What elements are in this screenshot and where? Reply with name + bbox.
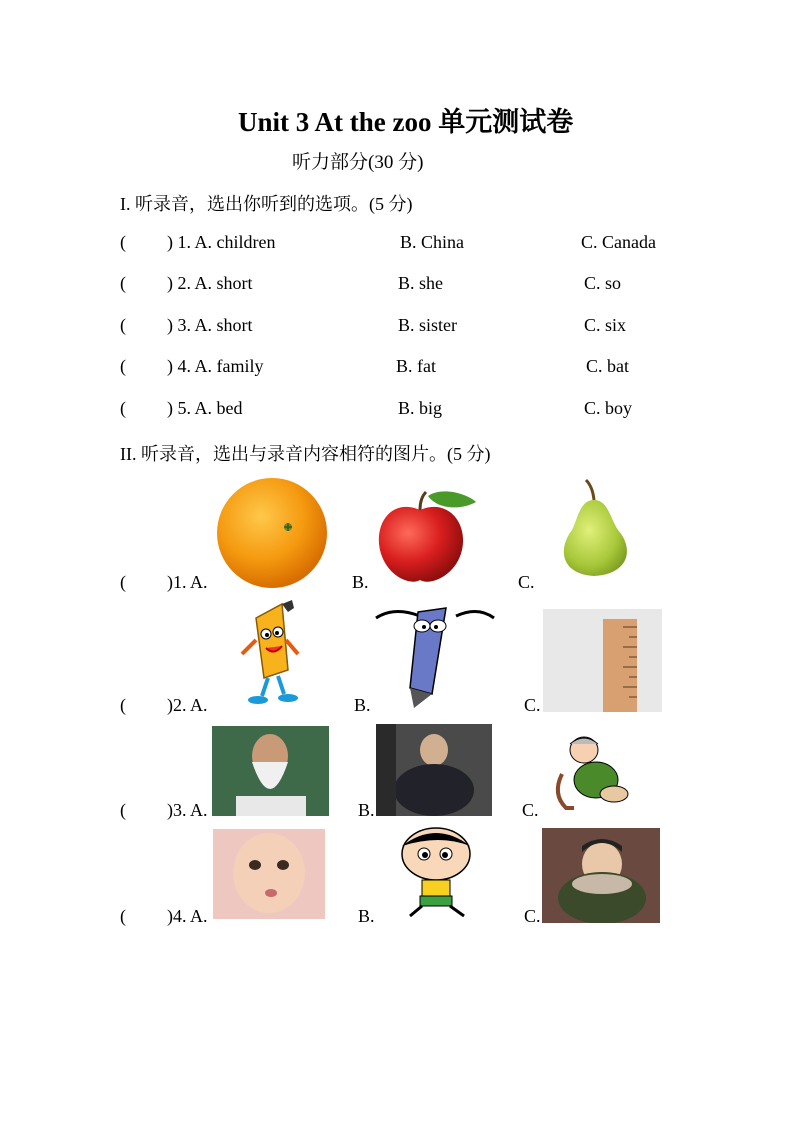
answer-paren[interactable]: ( [120, 800, 126, 820]
answer-paren[interactable]: ( [120, 398, 126, 418]
option-b: B. she [398, 273, 443, 293]
option-c-label: C. [518, 572, 535, 592]
pencil-cartoon-picture[interactable] [236, 600, 302, 708]
option-b: B. fat [396, 356, 436, 376]
option-c-label: C. [524, 906, 541, 926]
option-c: C. boy [584, 398, 633, 418]
boy-fur-coat-photo[interactable] [542, 828, 660, 923]
option-c-label: C. [524, 695, 541, 715]
answer-paren[interactable]: ( [120, 572, 126, 592]
option-a: ) 5. A. bed [167, 398, 243, 418]
option-c: C. bat [586, 356, 629, 376]
option-a-label: )4. A. [167, 906, 208, 926]
option-b-label: B. [358, 906, 375, 926]
page-title: Unit 3 At the zoo 单元测试卷 [238, 107, 574, 137]
cartoon-boy-picture[interactable] [380, 826, 492, 920]
option-c-label: C. [522, 800, 539, 820]
section1-heading: I. 听录音，选出你听到的选项。(5 分) [120, 194, 413, 214]
old-man-photo[interactable] [212, 726, 329, 816]
option-a-label: )2. A. [167, 695, 208, 715]
fat-old-man-photo[interactable] [376, 724, 492, 816]
option-b-label: B. [352, 572, 369, 592]
orange-picture[interactable] [214, 473, 329, 588]
answer-paren[interactable]: ( [120, 232, 126, 252]
option-b: B. big [398, 398, 443, 418]
option-a: ) 1. A. children [167, 232, 276, 252]
answer-paren[interactable]: ( [120, 906, 126, 926]
option-c: C. Canada [581, 232, 656, 252]
answer-paren[interactable]: ( [120, 273, 126, 293]
answer-paren[interactable]: ( [120, 695, 126, 715]
pen-cartoon-picture[interactable] [374, 604, 496, 710]
option-c: C. six [584, 315, 627, 335]
option-b: B. China [400, 232, 465, 252]
option-a: ) 3. A. short [167, 315, 253, 335]
option-a: ) 4. A. family [167, 356, 264, 376]
option-b: B. sister [398, 315, 458, 335]
option-b-label: B. [358, 800, 375, 820]
option-c: C. so [584, 273, 622, 293]
apple-picture[interactable] [372, 488, 482, 588]
page-subtitle: 听力部分(30 分) [292, 152, 424, 173]
option-a-label: )3. A. [167, 800, 208, 820]
grandpa-cartoon-picture[interactable] [548, 734, 644, 814]
baby-girl-photo[interactable] [213, 829, 325, 919]
pear-picture[interactable] [548, 478, 643, 580]
section2-heading: II. 听录音，选出与录音内容相符的图片。(5 分) [120, 444, 491, 464]
answer-paren[interactable]: ( [120, 315, 126, 335]
option-a: ) 2. A. short [167, 273, 253, 293]
option-a-label: )1. A. [167, 572, 208, 592]
answer-paren[interactable]: ( [120, 356, 126, 376]
option-b-label: B. [354, 695, 371, 715]
height-ruler-picture[interactable] [543, 609, 662, 712]
